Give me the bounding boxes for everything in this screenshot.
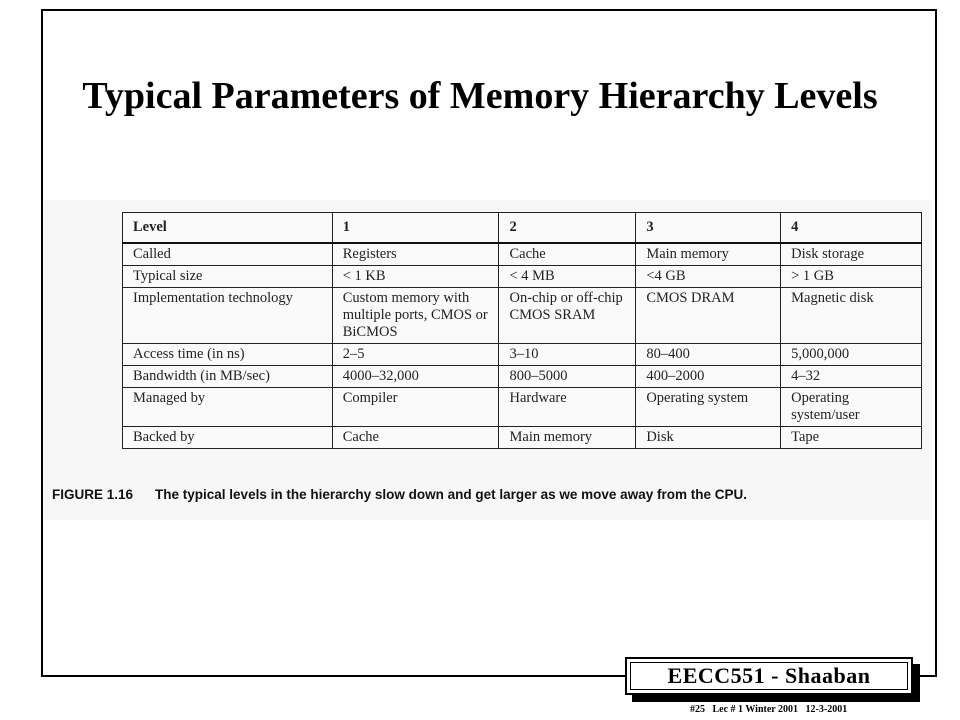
course-badge — [625, 657, 913, 695]
table-cell: Operating system — [636, 388, 781, 427]
table-cell: < 4 MB — [499, 266, 636, 288]
table-cell: 3–10 — [499, 344, 636, 366]
table-row — [123, 243, 922, 266]
header-cell: 4 — [781, 213, 922, 244]
table-cell: Disk — [636, 427, 781, 449]
table-cell: < 1 KB — [332, 266, 499, 288]
table-cell: Tape — [781, 427, 922, 449]
table-header-row — [123, 213, 922, 244]
table-cell: Main memory — [499, 427, 636, 449]
table-cell: Custom memory with multiple ports, CMOS or BiCMOS — [332, 288, 499, 344]
table-cell: Backed by — [123, 427, 333, 449]
table-row — [123, 388, 922, 427]
table-cell: On-chip or off-chip CMOS SRAM — [499, 288, 636, 344]
table-cell: 800–5000 — [499, 366, 636, 388]
table-cell: Registers — [332, 243, 499, 266]
table-cell: Bandwidth (in MB/sec) — [123, 366, 333, 388]
slide-footer: #25 Lec # 1 Winter 2001 12-3-2001 — [690, 704, 848, 715]
table-cell: CMOS DRAM — [636, 288, 781, 344]
table-cell: Cache — [499, 243, 636, 266]
table-cell: 80–400 — [636, 344, 781, 366]
header-cell: 3 — [636, 213, 781, 244]
header-cell: 1 — [332, 213, 499, 244]
table-row — [123, 344, 922, 366]
figure-label: FIGURE 1.16 — [52, 487, 134, 502]
table-cell: Operating system/user — [781, 388, 922, 427]
table-cell: Typical size — [123, 266, 333, 288]
header-cell: Level — [123, 213, 333, 244]
memory-hierarchy-table — [122, 212, 922, 449]
table-row — [123, 427, 922, 449]
table-cell: Magnetic disk — [781, 288, 922, 344]
table-row — [123, 288, 922, 344]
figure-caption — [52, 487, 932, 502]
caption-text: The typical levels in the hierarchy slow down and get larger as we move away from the CPU. — [155, 487, 747, 502]
slide-title: Typical Parameters of Memory Hierarchy Levels — [82, 75, 878, 117]
table-cell: Managed by — [123, 388, 333, 427]
table-cell: Disk storage — [781, 243, 922, 266]
badge-text: EECC551 - Shaaban — [667, 663, 871, 688]
table-cell: Called — [123, 243, 333, 266]
table-cell: 4–32 — [781, 366, 922, 388]
header-cell: 2 — [499, 213, 636, 244]
table-cell: > 1 GB — [781, 266, 922, 288]
table-cell: Cache — [332, 427, 499, 449]
table-cell: Access time (in ns) — [123, 344, 333, 366]
table-row — [123, 266, 922, 288]
table-cell: Hardware — [499, 388, 636, 427]
table-cell: Compiler — [332, 388, 499, 427]
table-cell: 2–5 — [332, 344, 499, 366]
table-cell: 4000–32,000 — [332, 366, 499, 388]
table-cell: 400–2000 — [636, 366, 781, 388]
table-row — [123, 366, 922, 388]
table-cell: <4 GB — [636, 266, 781, 288]
table-cell: Implementation technology — [123, 288, 333, 344]
table-cell: Main memory — [636, 243, 781, 266]
table-cell: 5,000,000 — [781, 344, 922, 366]
